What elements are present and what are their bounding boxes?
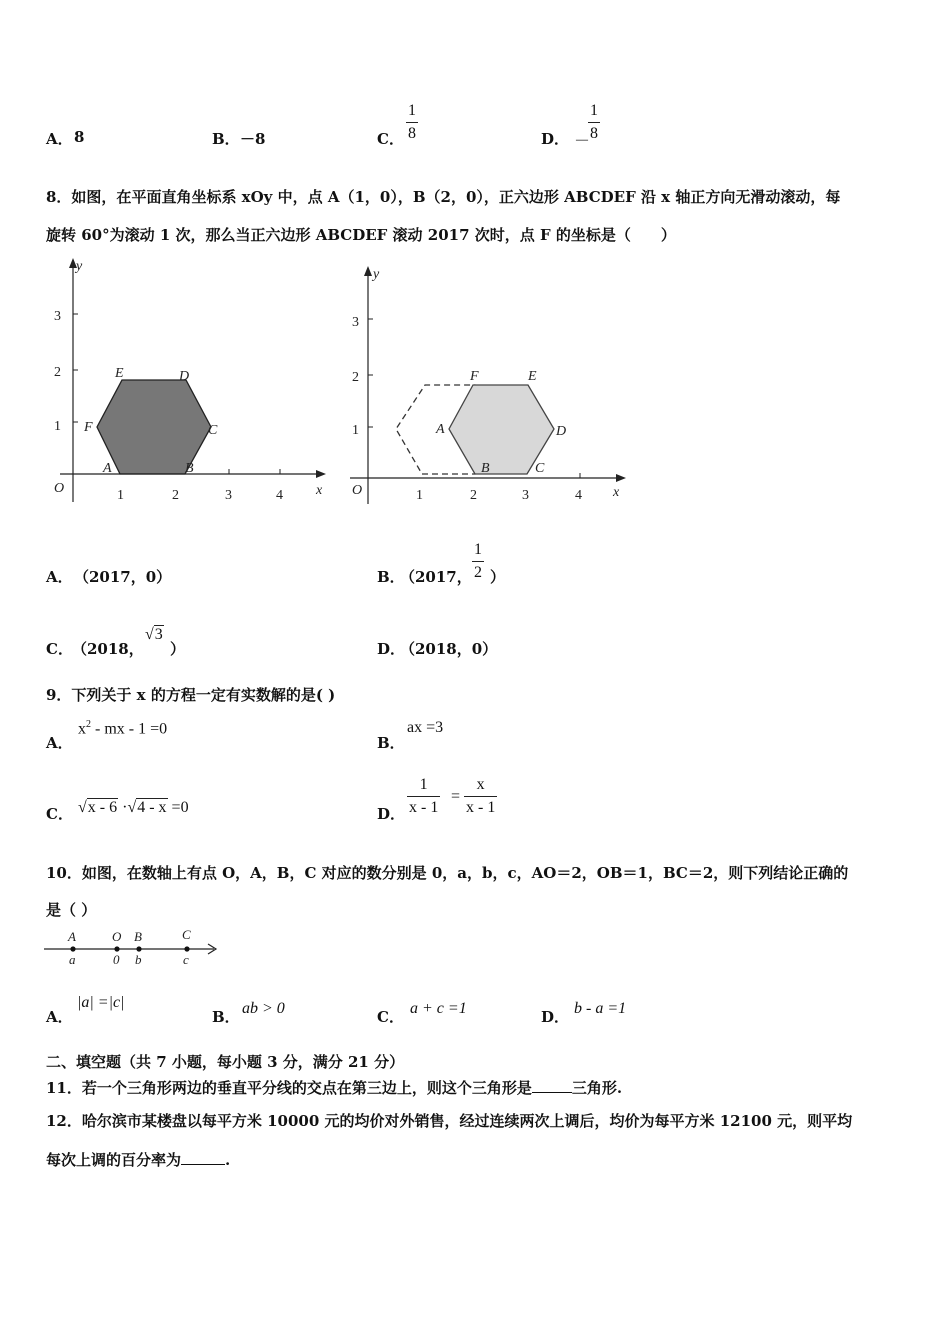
value-label: a [69, 952, 76, 967]
value-label: b [135, 952, 142, 967]
vertex-label-c: C [208, 423, 218, 438]
q9-option-c-expr: √x - 6 ·√4 - x =0 [78, 799, 189, 816]
q10-option-c-label: C． [377, 1008, 404, 1026]
q10-option-b-expr: ab > 0 [242, 1000, 285, 1017]
vertex-label-d: D [556, 424, 567, 439]
q10-stem-line2: 是（ ） [46, 901, 97, 919]
point-label: O [112, 929, 122, 944]
q9-option-c-label: C． [46, 805, 73, 823]
radicand-2: 4 - x [137, 799, 167, 816]
q10-option-d-expr: b - a =1 [574, 1000, 627, 1017]
q8-stem-line1: 8．如图，在平面直角坐标系 xOy 中，点 A（1，0），B（2，0），正六边形 ABCDEF 沿 x 轴正方向无滑动滚动，每 [46, 188, 841, 206]
q9-option-a-expr [78, 719, 167, 738]
q11-text [46, 1077, 622, 1098]
value-label: c [183, 952, 189, 967]
q7-option-d-fraction [588, 102, 600, 143]
x-tick-label: 1 [416, 488, 423, 503]
q12-line2 [46, 1149, 230, 1170]
q9-option-d-equals: = [451, 788, 461, 805]
vertex-label-b: B [185, 461, 194, 476]
origin-label: O [54, 481, 65, 496]
fraction-numerator: x [476, 776, 485, 793]
point-label: A [68, 929, 76, 944]
rest: - mx - 1 =0 [91, 720, 168, 738]
x-tick-label: 1 [117, 488, 124, 503]
q12-blank[interactable] [181, 1150, 225, 1165]
x-axis-arrow [316, 470, 326, 478]
y-tick-label: 3 [54, 309, 61, 324]
q8-option-d-text: （2018，0） [400, 640, 498, 658]
q8-figure-1 [40, 252, 335, 514]
point-b [136, 946, 141, 951]
fraction-denominator: 8 [588, 122, 600, 143]
value-label: 0 [113, 952, 120, 967]
q7-option-a-value: 8 [74, 128, 85, 146]
fraction-denominator: x - 1 [464, 796, 497, 817]
point-c [184, 946, 189, 951]
point-o [114, 946, 119, 951]
q8-option-c-open: （2018， [72, 640, 144, 658]
q8-option-b-open: （2017， [400, 568, 472, 586]
x-tick-label: 3 [225, 488, 232, 503]
q8-figure-2 [340, 252, 635, 514]
fraction-denominator: 8 [406, 122, 418, 143]
x-tick-label: 4 [276, 488, 283, 503]
q10-option-a-expr: |a| =|c| [77, 994, 125, 1011]
origin-label: O [352, 483, 363, 498]
q8-option-a-text: （2017，0） [74, 568, 172, 586]
q8-option-c-root: √3 [145, 626, 163, 643]
x-axis-label: x [316, 483, 323, 498]
q7-option-d-sign: － [574, 133, 591, 150]
q8-option-c-close: ） [170, 640, 186, 658]
q9-option-d-fraction-left [407, 776, 440, 817]
dot: · [118, 799, 128, 816]
radicand: 3 [154, 626, 163, 643]
q12-text-before: 每次上调的百分率为 [46, 1151, 182, 1169]
q8-option-c-label: C． [46, 640, 73, 658]
y-axis-label: y [76, 259, 83, 274]
section-2-heading: 二、填空题（共 7 小题，每小题 3 分，满分 21 分） [46, 1053, 405, 1071]
radicand-1: x - 6 [87, 799, 118, 816]
x-tick-label: 3 [522, 488, 529, 503]
q7-option-c-fraction [406, 102, 418, 143]
vertex-label-c: C [535, 461, 545, 476]
q12-line1: 12．哈尔滨市某楼盘以每平方米 10000 元的均价对外销售，经过连续两次上调后，均价为每平方米 12100 元，则平均 [46, 1112, 853, 1130]
vertex-label-a: A [436, 422, 445, 437]
q10-number-line [42, 926, 227, 970]
y-axis-label: y [373, 267, 380, 282]
y-tick-label: 3 [352, 315, 359, 330]
x-tick-label: 2 [470, 488, 477, 503]
q8-option-b-label: B． [377, 568, 405, 586]
q9-option-b-expr: ax =3 [407, 719, 444, 736]
fraction-denominator: x - 1 [407, 796, 440, 817]
y-tick-label: 1 [54, 419, 61, 434]
vertex-label-b: B [481, 461, 490, 476]
fraction-numerator: 1 [419, 776, 428, 793]
q8-option-a-label: A． [46, 568, 73, 586]
q11-text-after: 三角形. [571, 1079, 623, 1097]
q10-option-d-label: D． [541, 1008, 570, 1026]
point-label: C [182, 927, 191, 942]
hexagon-shape [97, 380, 211, 474]
y-axis-arrow [364, 266, 372, 276]
q7-option-d-label: D． [541, 130, 570, 148]
y-tick-label: 2 [352, 370, 359, 385]
vertex-label-f: F [84, 420, 93, 435]
base: x [78, 720, 86, 738]
q10-option-a-label: A． [46, 1008, 73, 1026]
fraction-denominator: 2 [472, 561, 484, 582]
x-axis-label: x [613, 485, 620, 500]
x-tick-label: 2 [172, 488, 179, 503]
y-tick-label: 2 [54, 365, 61, 380]
fraction-numerator: 1 [408, 102, 416, 119]
fraction-numerator: 1 [474, 541, 482, 558]
q10-stem-line1: 10．如图，在数轴上有点 O，A，B，C 对应的数分别是 0，a，b，c，AO＝2，OB＝1，BC＝2，则下列结论正确的 [46, 864, 849, 882]
q11-blank[interactable] [532, 1078, 572, 1093]
equals-zero: =0 [167, 799, 189, 816]
q11-text-before: 11．若一个三角形两边的垂直平分线的交点在第三边上，则这个三角形是 [46, 1079, 532, 1097]
q9-option-b-label: B． [377, 734, 405, 752]
q8-option-d-label: D． [377, 640, 406, 658]
q10-option-b-label: B． [212, 1008, 240, 1026]
q7-option-b-value: －8 [240, 130, 266, 148]
q10-option-c-expr: a + c =1 [410, 1000, 467, 1017]
x-axis-arrow [616, 474, 626, 482]
q7-option-b-label: B． [212, 130, 240, 148]
x-tick-label: 4 [575, 488, 582, 503]
exponent: 2 [86, 719, 91, 730]
vertex-label-f: F [470, 369, 479, 384]
q9-option-d-fraction-right [464, 776, 497, 817]
q8-option-b-close: ） [490, 568, 506, 586]
vertex-label-e: E [528, 369, 537, 384]
point-a [70, 946, 75, 951]
q7-option-a-label: A． [46, 130, 73, 148]
q9-option-a-label: A． [46, 734, 73, 752]
q9-stem: 9．下列关于 x 的方程一定有实数解的是( ) [46, 686, 336, 704]
vertex-label-e: E [115, 366, 124, 381]
q8-option-b-fraction [472, 541, 484, 582]
q9-option-d-label: D． [377, 805, 406, 823]
point-label: B [134, 929, 142, 944]
vertex-label-d: D [179, 369, 190, 384]
q7-option-c-label: C． [377, 130, 404, 148]
fraction-numerator: 1 [590, 102, 598, 119]
vertex-label-a: A [103, 461, 112, 476]
q12-text-after: . [225, 1151, 231, 1169]
y-tick-label: 1 [352, 423, 359, 438]
q8-stem-line2: 旋转 60°为滚动 1 次，那么当正六边形 ABCDEF 滚动 2017 次时，点 F 的坐标是（ ） [46, 226, 676, 244]
